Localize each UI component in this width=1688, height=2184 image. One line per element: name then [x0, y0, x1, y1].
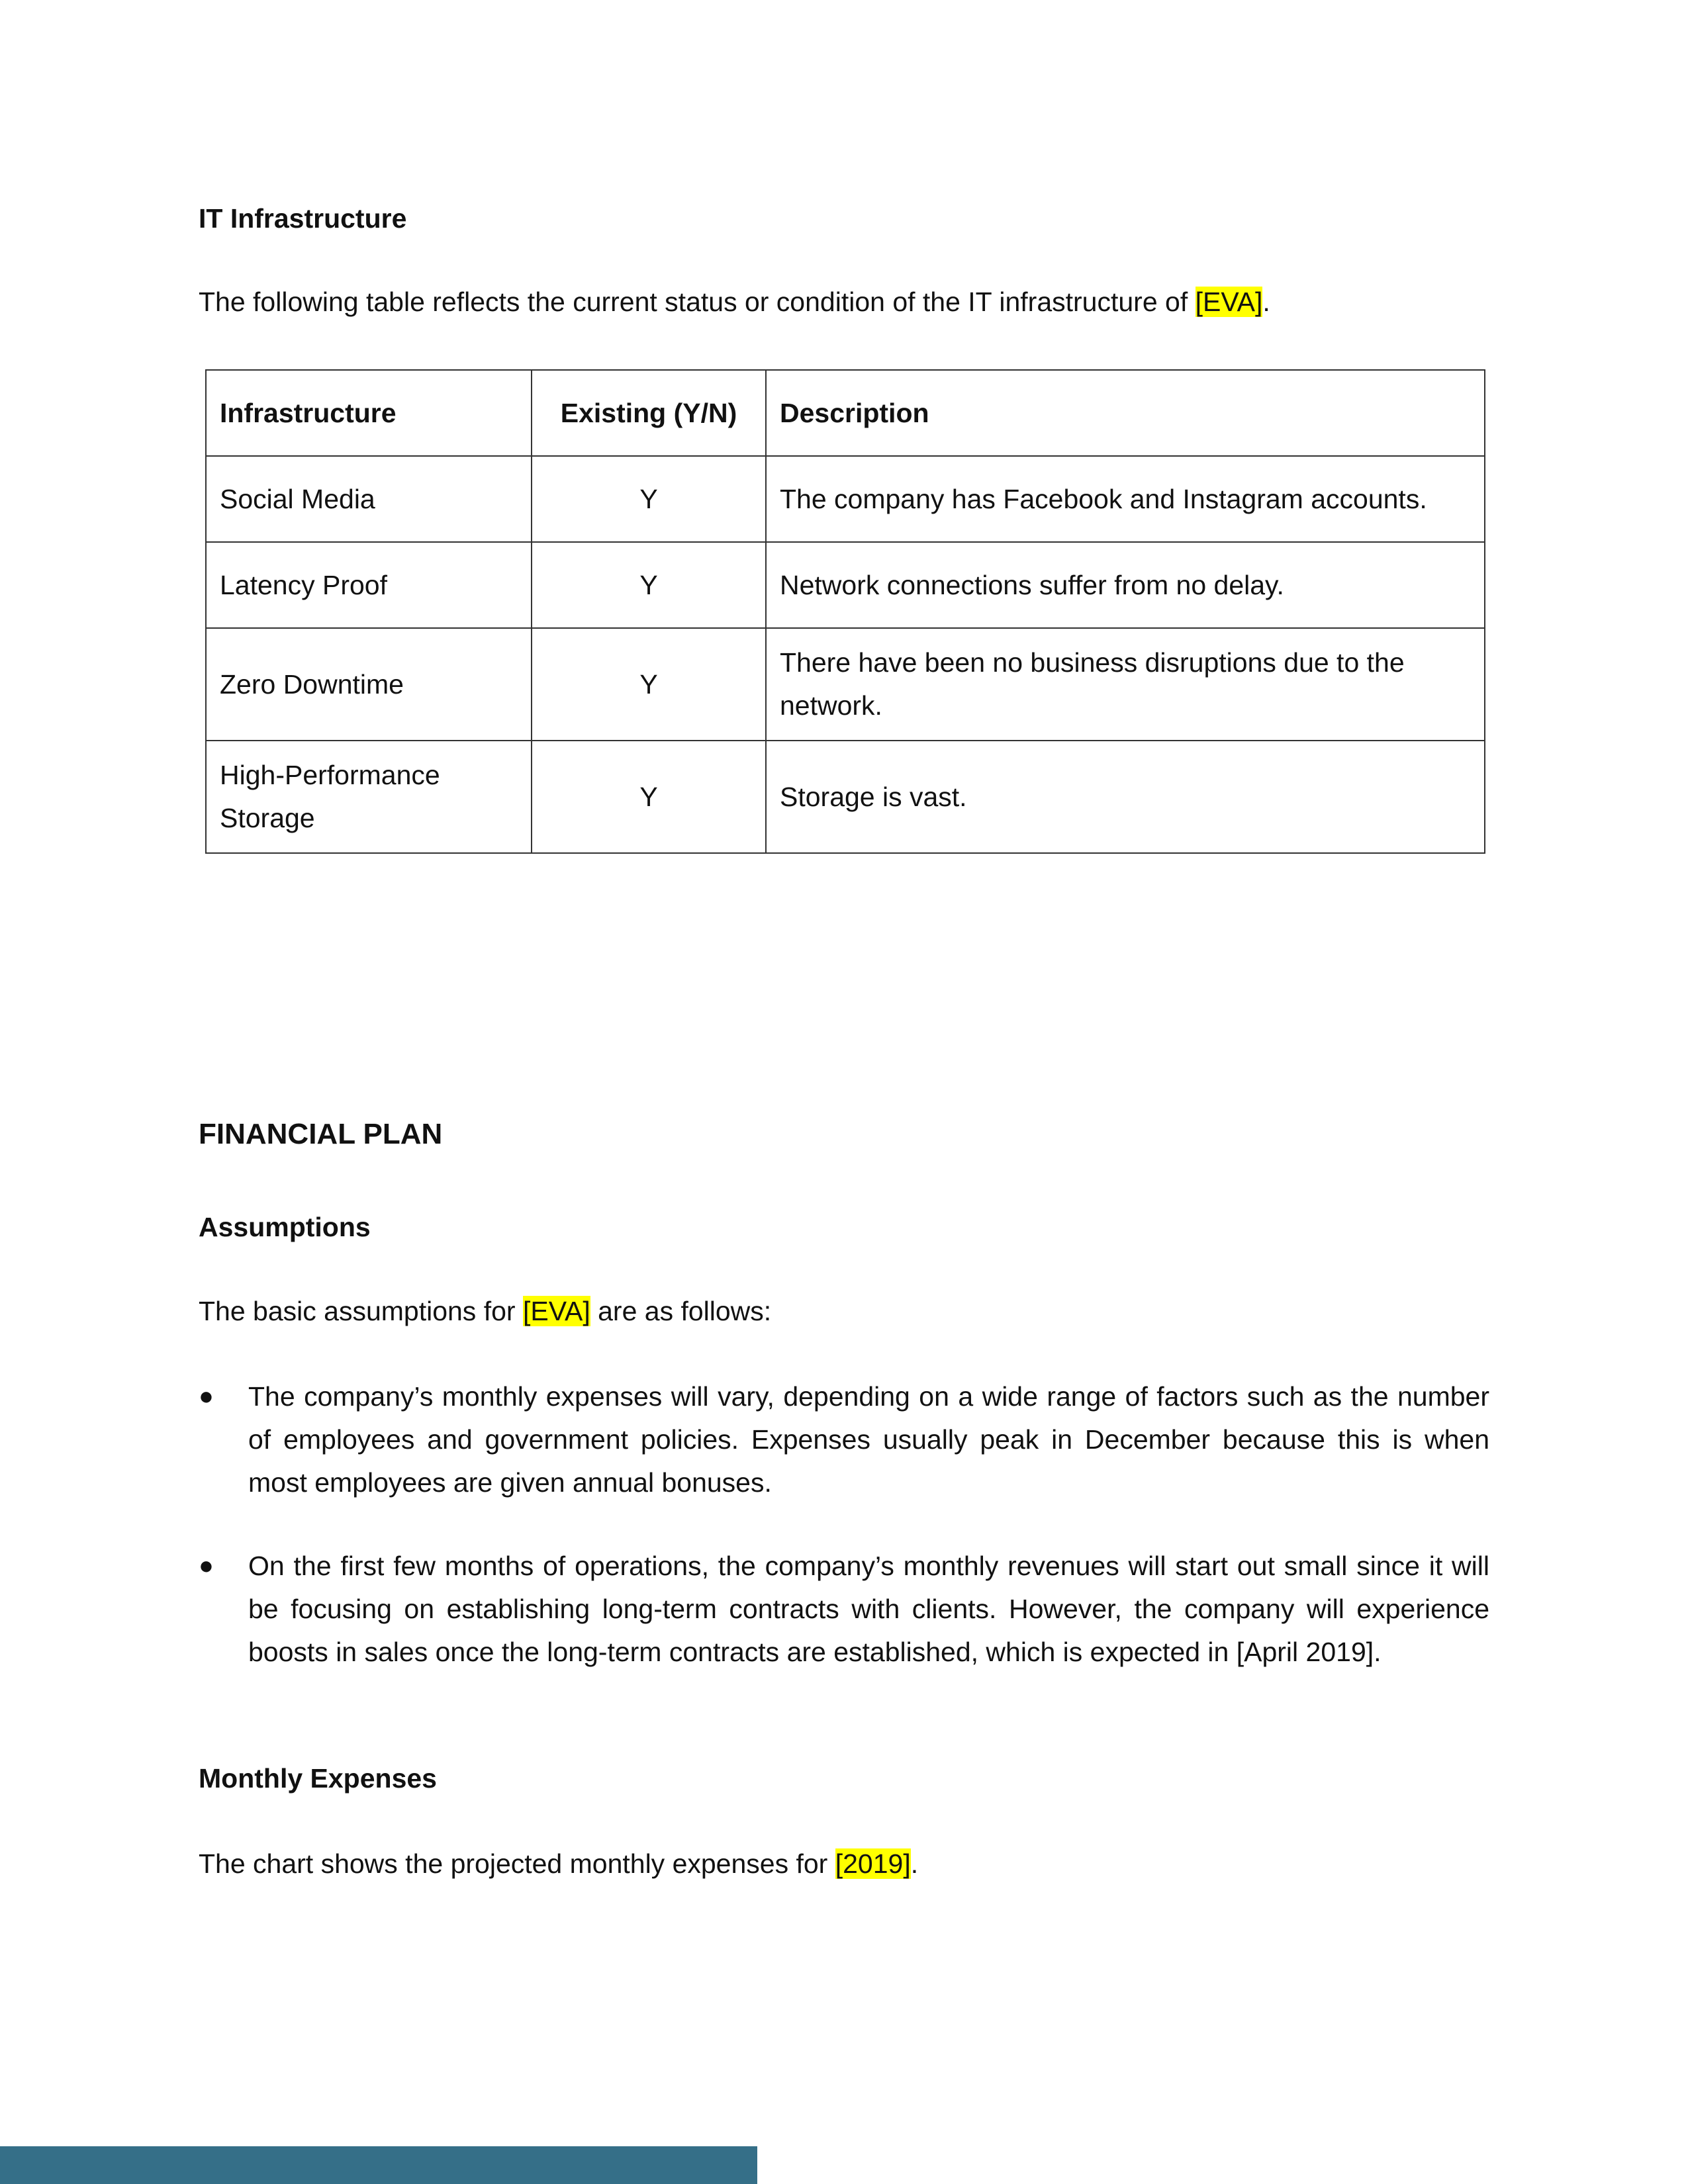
- monthly-expenses-end: .: [910, 1848, 919, 1879]
- cell-description: Storage is vast.: [766, 741, 1485, 853]
- table-row: [206, 628, 1485, 741]
- it-intro-text: The following table reflects the current status or condition of the IT infrastructure of: [199, 287, 1196, 317]
- company-name-highlight: [EVA]: [522, 1296, 590, 1326]
- cell-existing: Y: [532, 456, 766, 542]
- list-item-text: The company’s monthly expenses will vary, depending on a wide range of factors such as the number of employees and government policies. Expenses usually peak in December because this is when most employees are given annual bonuses.: [248, 1381, 1489, 1498]
- cell-infrastructure: Latency Proof: [206, 542, 532, 628]
- assumptions-intro-text: The basic assumptions for: [199, 1296, 523, 1326]
- company-name-highlight: [EVA]: [1195, 287, 1263, 317]
- financial-plan-heading: FINANCIAL PLAN: [199, 1118, 443, 1150]
- header-infrastructure: Infrastructure: [206, 370, 532, 456]
- cell-existing: Y: [532, 628, 766, 741]
- cell-description: The company has Facebook and Instagram accounts.: [766, 456, 1485, 542]
- monthly-expenses-paragraph: [199, 1850, 918, 1878]
- assumptions-intro-paragraph: [199, 1298, 771, 1325]
- monthly-expenses-text: The chart shows the projected monthly expenses for: [199, 1848, 835, 1879]
- cell-infrastructure: Zero Downtime: [206, 628, 532, 741]
- cell-existing: Y: [532, 542, 766, 628]
- bullet-icon: ●: [199, 1383, 214, 1410]
- header-existing: Existing (Y/N): [532, 370, 766, 456]
- cell-infrastructure: Social Media: [206, 456, 532, 542]
- year-highlight: [2019]: [835, 1848, 911, 1879]
- it-intro-paragraph: [199, 289, 1270, 316]
- table-row: [206, 456, 1485, 542]
- table-header-row: [206, 370, 1485, 456]
- cell-existing: Y: [532, 741, 766, 853]
- infrastructure-table: [205, 369, 1485, 854]
- header-description: Description: [766, 370, 1485, 456]
- it-intro-end: .: [1262, 287, 1270, 317]
- footer-bar: [0, 2146, 757, 2184]
- table-row: [206, 542, 1485, 628]
- monthly-expenses-heading: Monthly Expenses: [199, 1763, 437, 1794]
- it-infrastructure-heading: IT Infrastructure: [199, 203, 407, 234]
- cell-description: Network connections suffer from no delay.: [766, 542, 1485, 628]
- bullet-icon: ●: [199, 1552, 214, 1580]
- assumptions-heading: Assumptions: [199, 1212, 371, 1242]
- cell-infrastructure: High-Performance Storage: [206, 741, 532, 853]
- cell-description: There have been no business disruptions due to the network.: [766, 628, 1485, 741]
- assumptions-intro-end: are as follows:: [590, 1296, 772, 1326]
- list-item-text: On the first few months of operations, the company’s monthly revenues will start out small since it will be focusing on establishing long-term contracts with clients. However, the company will experience boosts in sales once the long-term contracts are established, which is expected in [April 2019].: [248, 1551, 1489, 1667]
- table-row: [206, 741, 1485, 853]
